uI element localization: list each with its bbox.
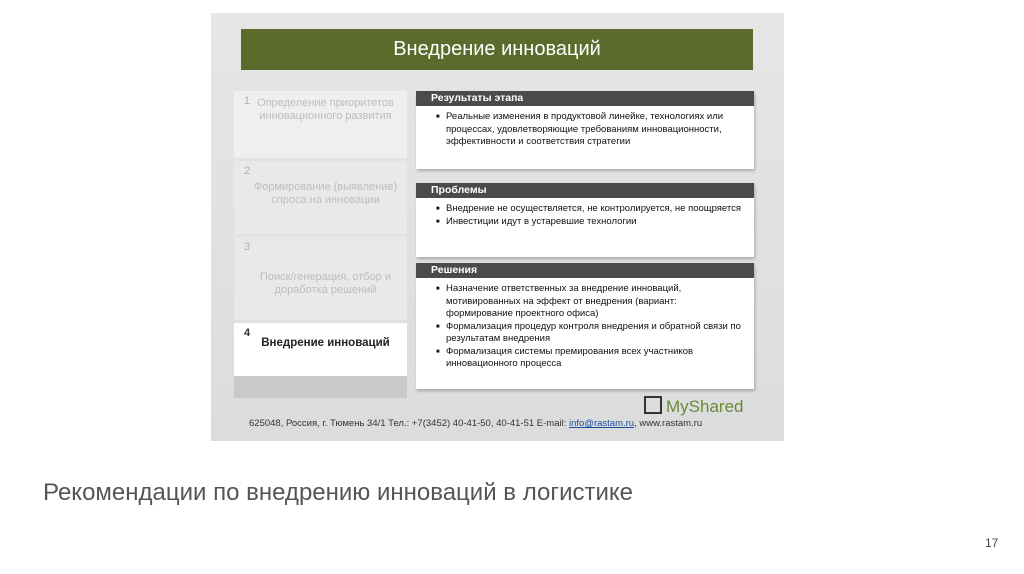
step-1 (234, 91, 407, 158)
panel-header: Проблемы (416, 183, 754, 198)
list-item: ■ Реальные изменения в продуктовой линейке, технологиях или процессах, удовлетворяющие требованиям инновационности, эффективности и соответствия стратегии (436, 111, 746, 149)
list-item: ■ Формализация процедур контроля внедрения и обратной связи по результатам внедрения (436, 321, 746, 346)
footer-site: , www.rastam.ru (634, 418, 703, 429)
step-number: 4 (244, 327, 251, 339)
panel-solutions (416, 263, 754, 389)
list-item: ■ Внедрение не осуществляется, не контролируется, не поощряется (436, 203, 746, 216)
step-text: Формирование (выявление) спроса на инновации (253, 181, 398, 206)
panel-header: Решения (416, 263, 754, 278)
step-text: Поиск/генерация, отбор и доработка решений (259, 271, 392, 296)
list-item: ■ Инвестиции идут в устаревшие технологии (436, 216, 746, 229)
logo-text: MyShared (666, 397, 744, 416)
caption: Рекомендации по внедрению инноваций в логистике (43, 479, 633, 506)
page-number: 17 (985, 536, 999, 550)
step-4 (234, 323, 407, 398)
panel-header: Результаты этапа (416, 91, 754, 106)
footer-address: 625048, Россия, г. Тюмень 34/1 Тел.: +7(3452) 40-41-50, 40-41-51 E-mail: (249, 418, 569, 429)
slide-footer (249, 418, 702, 429)
slide-title: Внедрение инноваций (241, 29, 753, 70)
list-item: ■ Назначение ответственных за внедрение инноваций, мотивированных на эффект от внедрения (вариант: формирование проектного офиса) (436, 283, 746, 321)
step-text: Внедрение инноваций (261, 337, 390, 349)
slide-image (211, 13, 784, 441)
list-item: ■ Формализация системы премирования всех участников инновационного процесса (436, 346, 746, 371)
step-number: 2 (244, 165, 251, 177)
step-2 (234, 161, 407, 234)
step-3 (234, 237, 407, 320)
step-number: 1 (244, 95, 251, 107)
steps-column (234, 91, 407, 391)
step-text: Определение приоритетов инновационного развития (257, 97, 394, 122)
footer-email-link[interactable]: info@rastam.ru (568, 418, 635, 429)
step-number: 3 (244, 241, 251, 253)
myshared-logo (644, 396, 743, 417)
panel-problems (416, 183, 754, 257)
panel-results (416, 91, 754, 169)
logo-icon (644, 396, 662, 414)
